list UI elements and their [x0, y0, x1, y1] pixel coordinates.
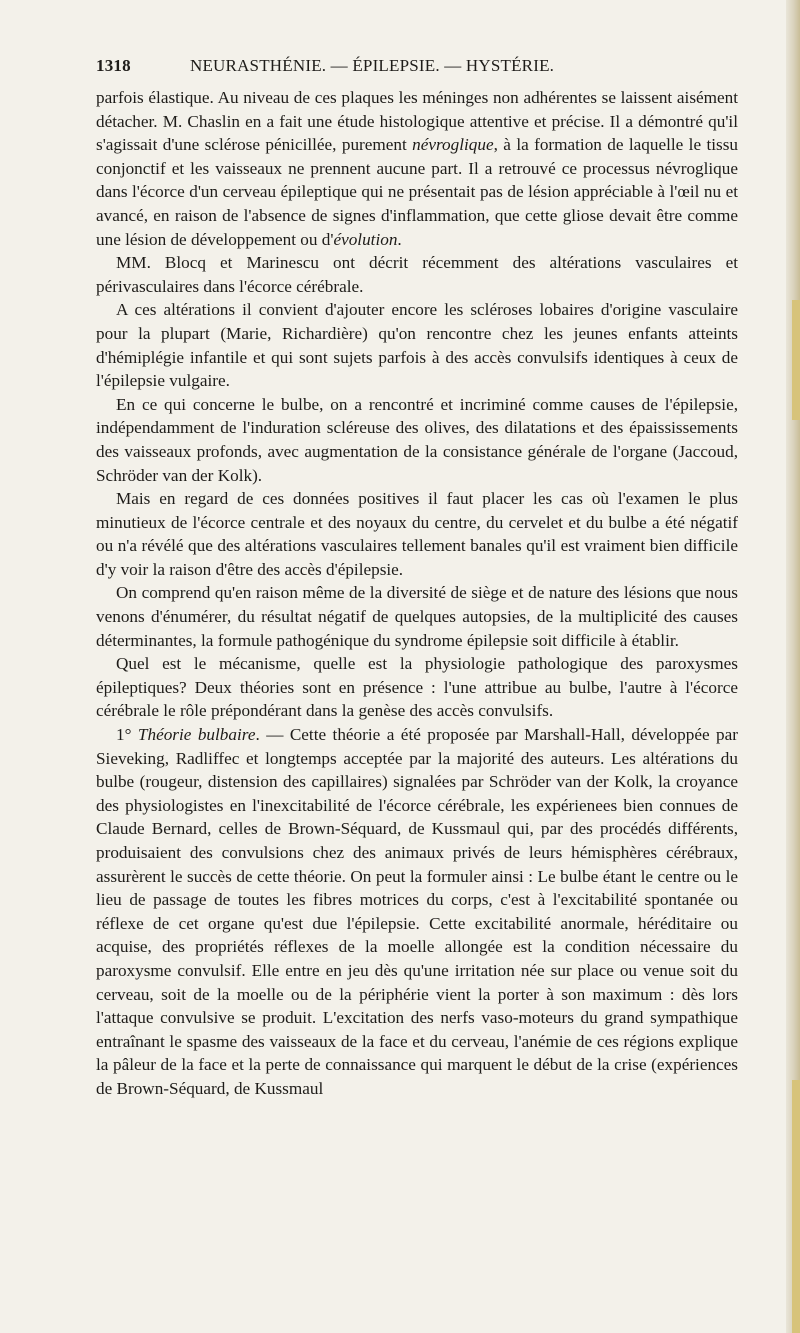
paragraph-text: A ces altérations il convient d'ajouter encore les scléroses lobaires d'origine vasculaire pour la plupart (Marie, Richardière) qu'on rencontre chez les jeunes enfants atteints d'hémiplégie infantile et qui sont sujets parfois à des accès convulsifs identiques à ceux de l'épilepsie vulgaire.	[96, 300, 738, 391]
page-header	[96, 56, 738, 82]
paragraph-text: . — Cette théorie a été proposée par Marshall-Hall, développée par Sieveking, Radliffec et longtemps acceptée par la majorité des auteurs. Les altérations du bulbe (rougeur, distension des capillaires) signalées par Schröder van der Kolk, la croyance des physiologistes en l'inexcitabilité de l'écorce cérébrale, les expérienees bien connues de Claude Bernard, celles de Brown-Séquard, de Kussmaul qui, par des procédés différents, produisaient des convulsions chez des animaux privés de leurs hémisphères cérébraux, assurèrent le succès de cette théorie. On peut la formuler ainsi : Le bulbe étant le centre ou le lieu de passage de toutes les fibres motrices du corps, c'est à l'excitabilité spontanée ou réflexe de cet organe qu'est due l'épilepsie. Cette excitabilité anormale, héréditaire ou acquise, des propriétés réflexes de la moelle allongée est la condition nécessaire du paroxysme convulsif. Elle entre en jeu dès qu'une irritation née sur place ou venue soit du cerveau, soit de la moelle ou de la périphérie vient la porter à son maximum : dès lors l'attaque convulsive se produit. L'excitation des nerfs vaso-moteurs du grand sympathique entraînant le spasme des vaisseaux de la face et du cerveau, l'anémie de ces régions explique la pâleur de la face et la perte de connaissance qui marquent le début de la crise (expériences de Brown-Séquard, de Kussmaul	[96, 725, 738, 1098]
paragraph	[96, 652, 738, 723]
paragraph	[96, 86, 738, 251]
paragraph-text: Quel est le mécanisme, quelle est la physiologie pathologique des paroxysmes épileptiques? Deux théories sont en présence : l'une attribue au bulbe, l'autre à l'écorce cérébrale le rôle prépondérant dans la genèse des accès convulsifs.	[96, 654, 738, 721]
paragraph-text: , à la formation de laquelle le tissu conjonctif et les vaisseaux ne prennent aucune part. Il a retrouvé ce processus névroglique dans l'écorce d'un cerveau épileptique qui ne présentait pas de lésion appréciable à l'œil nu et avancé, en raison de l'absence de signes d'inflammation, que cette gliose devait être comme une lésion de développement ou d'	[96, 135, 738, 249]
paragraph-text: En ce qui concerne le bulbe, on a rencontré et incriminé comme causes de l'épilepsie, indépendamment de l'induration scléreuse des olives, des dilatations et des épaississements des vaisseaux profonds, avec augmentation de la consistance générale de l'organe (Jaccoud, Schröder van der Kolk).	[96, 394, 738, 485]
paragraph-text: parfois élastique. Au niveau de ces plaques les méninges non adhérentes se laissent aisément détacher. M. Chaslin en a fait une étude histologique attentive et précise. Il a démontré qu'il s'agissait d'une sclérose pénicillée, purement	[96, 88, 738, 155]
body-text	[96, 86, 738, 1101]
paragraph	[96, 393, 738, 487]
running-title: NEURASTHÉNIE. — ÉPILEPSIE. — HYSTÉRIE.	[190, 56, 555, 75]
page-edge-stain	[792, 300, 800, 420]
page-edge-stain	[792, 1080, 800, 1333]
paragraph	[96, 251, 738, 298]
paragraph	[96, 298, 738, 392]
paragraph-text: .	[397, 229, 402, 249]
section-heading: Théorie bulbaire	[137, 725, 256, 745]
paragraph-text: On comprend qu'en raison même de la diversité de siège et de nature des lésions que nous venons d'énumérer, du résultat négatif de quelques autopsies, de la multiplicité des causes déterminantes, la formule pathogénique du syndrome épilepsie soit difficile à établir.	[96, 583, 738, 650]
page-number: 1318	[96, 56, 131, 75]
paragraph-text: MM. Blocq et Marinescu ont décrit récemment des altérations vasculaires et périvasculaires dans l'écorce cérébrale.	[96, 253, 738, 296]
paragraph	[96, 581, 738, 652]
paragraph	[96, 487, 738, 581]
paragraph	[96, 723, 738, 1101]
paragraph-text: Mais en regard de ces données positives il faut placer les cas où l'examen le plus minutieux de l'écorce centrale et des noyaux du centre, du cervelet et du bulbe a été négatif ou n'a révélé que des altérations vasculaires tellement banales qu'il est vraiment bien difficile d'y voir la raison d'être des accès d'épilepsie.	[96, 489, 738, 579]
italic-term: névroglique	[412, 135, 494, 155]
section-number: 1°	[116, 725, 138, 745]
italic-term: évolution	[333, 229, 398, 249]
